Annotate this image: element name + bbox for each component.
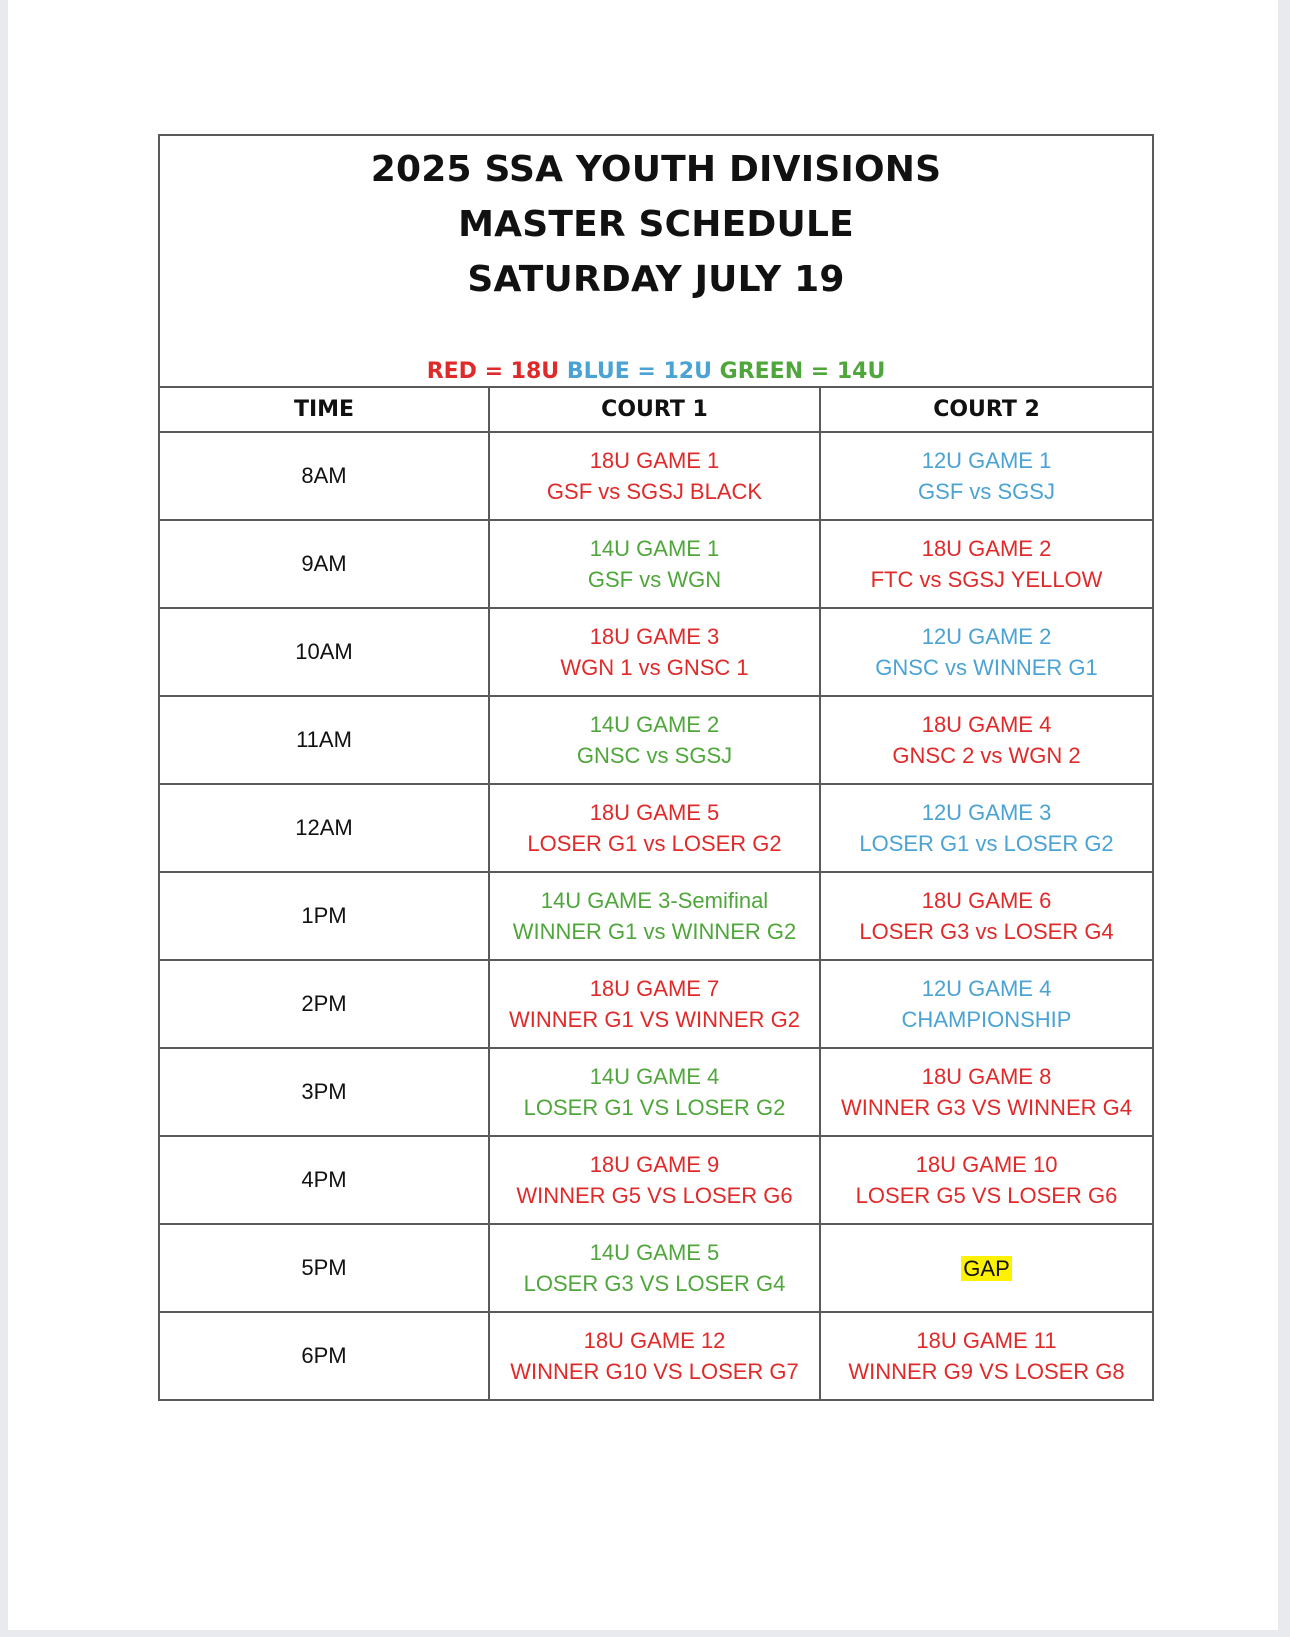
game-title: 14U GAME 5 [589,1240,720,1265]
game-matchup: GSF vs SGSJ [918,479,1055,504]
game-matchup: LOSER G1 vs LOSER G2 [859,831,1114,856]
schedule-rows [159,432,1153,1400]
legend-red: RED = 18U [426,359,560,384]
court-1-cell [489,1136,820,1224]
game-title: 18U GAME 9 [589,1152,720,1177]
game-matchup: LOSER G1 VS LOSER G2 [523,1095,786,1120]
legend-green: GREEN = 14U [719,359,886,384]
game-title: 14U GAME 4 [589,1064,720,1089]
game-matchup: GSF vs WGN [587,567,722,592]
game-matchup: GNSC vs WINNER G1 [875,655,1098,680]
table-row [159,432,1153,520]
document-page [8,0,1278,1630]
table-row [159,608,1153,696]
table-row [159,872,1153,960]
game-title: 18U GAME 8 [921,1064,1052,1089]
time-cell: 9AM [159,520,489,608]
time-cell: 6PM [159,1312,489,1400]
time-cell: 8AM [159,432,489,520]
table-row [159,1136,1153,1224]
game-title: 12U GAME 3 [921,800,1052,825]
game-title: 12U GAME 1 [921,448,1052,473]
game-title: 18U GAME 5 [589,800,720,825]
time-cell: 1PM [159,872,489,960]
court-1-cell [489,1224,820,1312]
game-title: 18U GAME 12 [583,1328,726,1353]
game-title: 12U GAME 4 [921,976,1052,1001]
game-matchup: CHAMPIONSHIP [901,1007,1072,1032]
table-row [159,1312,1153,1400]
game-title: 12U GAME 2 [921,624,1052,649]
time-cell: 11AM [159,696,489,784]
court-1-cell [489,520,820,608]
game-title: 14U GAME 3-Semifinal [540,888,769,913]
court-2-cell [820,696,1153,784]
game-title: 18U GAME 11 [916,1328,1057,1353]
court-1-cell [489,960,820,1048]
court-2-cell [820,960,1153,1048]
game-title: 18U GAME 2 [921,536,1052,561]
game-title: 14U GAME 1 [589,536,720,561]
game-matchup: GNSC vs SGSJ [576,743,733,768]
game-title: 18U GAME 6 [921,888,1052,913]
court-2-cell [820,1224,1153,1312]
time-cell: 5PM [159,1224,489,1312]
column-header-time: TIME [159,387,489,432]
title-line-3: SATURDAY JULY 19 [467,259,845,300]
game-title: 14U GAME 2 [589,712,720,737]
court-2-cell [820,608,1153,696]
court-1-cell [489,1312,820,1400]
game-title: 18U GAME 3 [589,624,720,649]
court-2-cell [820,520,1153,608]
game-matchup: WINNER G10 VS LOSER G7 [510,1359,799,1384]
game-matchup: WINNER G9 VS LOSER G8 [848,1359,1125,1384]
table-row [159,784,1153,872]
game-matchup: LOSER G3 vs LOSER G4 [859,919,1114,944]
game-matchup: WINNER G1 vs WINNER G2 [512,919,797,944]
game-matchup: GNSC 2 vs WGN 2 [892,743,1081,768]
court-2-cell [820,432,1153,520]
game-matchup: WINNER G1 VS WINNER G2 [509,1007,800,1032]
schedule-header [159,135,1153,387]
court-1-cell [489,696,820,784]
court-2-cell [820,872,1153,960]
column-header-court-1: COURT 1 [489,387,820,432]
game-matchup: LOSER G5 VS LOSER G6 [855,1183,1118,1208]
color-legend [160,358,1152,386]
game-title: 18U GAME 4 [921,712,1052,737]
table-row [159,1224,1153,1312]
game-matchup: FTC vs SGSJ YELLOW [870,567,1103,592]
game-title: 18U GAME 1 [589,448,720,473]
time-cell: 4PM [159,1136,489,1224]
court-1-cell [489,432,820,520]
game-matchup: WGN 1 vs GNSC 1 [560,655,749,680]
court-1-cell [489,872,820,960]
game-matchup: GSF vs SGSJ BLACK [546,479,763,504]
time-cell: 10AM [159,608,489,696]
time-cell: 3PM [159,1048,489,1136]
gap-marker: GAP [963,1255,1010,1281]
game-title: 18U GAME 7 [589,976,720,1001]
table-row [159,696,1153,784]
court-2-cell [820,1312,1153,1400]
game-matchup: LOSER G3 VS LOSER G4 [523,1271,786,1296]
time-cell: 12AM [159,784,489,872]
game-matchup: LOSER G1 vs LOSER G2 [527,831,782,856]
game-matchup: WINNER G5 VS LOSER G6 [516,1183,793,1208]
court-1-cell [489,784,820,872]
schedule-table [158,134,1154,1401]
table-row [159,960,1153,1048]
title-line-2: MASTER SCHEDULE [458,204,854,245]
column-header-court-2: COURT 2 [820,387,1153,432]
time-cell: 2PM [159,960,489,1048]
game-matchup: WINNER G3 VS WINNER G4 [841,1095,1132,1120]
table-row [159,1048,1153,1136]
table-row [159,520,1153,608]
court-1-cell [489,1048,820,1136]
court-2-cell [820,1136,1153,1224]
court-1-cell [489,608,820,696]
court-2-cell [820,784,1153,872]
court-2-cell [820,1048,1153,1136]
title-line-1: 2025 SSA YOUTH DIVISIONS [370,149,942,190]
game-title: 18U GAME 10 [915,1152,1058,1177]
legend-blue: BLUE = 12U [566,359,712,384]
